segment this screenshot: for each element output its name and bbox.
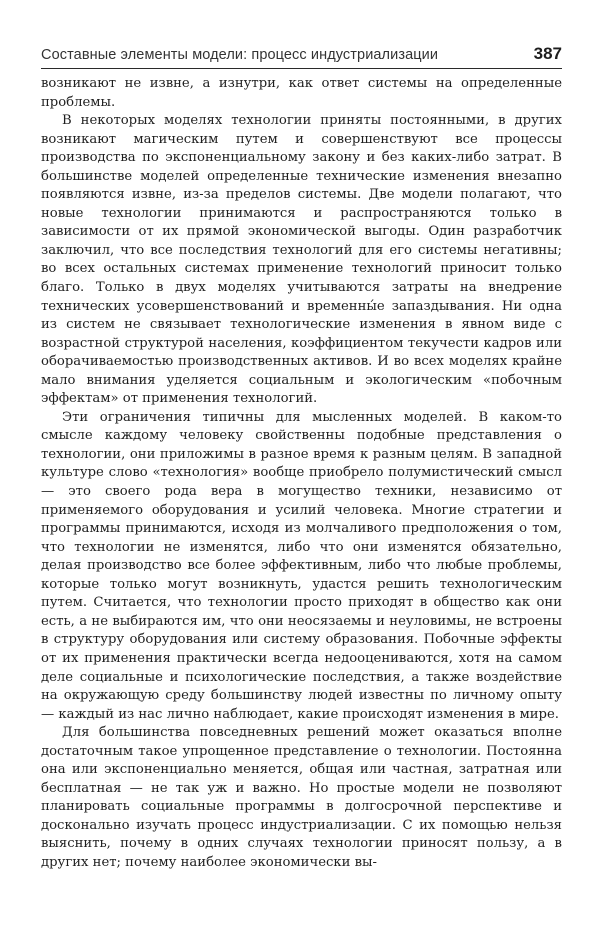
running-header (41, 44, 562, 69)
paragraph-everyday-decisions: Для большинства повседневных решений может оказаться вполне достаточным такое упрощенное представление о технологии. Постоянна она или экспоненциально меняется, общая или частная, затратная или бесплатная — не так уж и важно. Но простые модели не позволяют планировать социальные программы в долгосрочной перспективе и досконально изучать процесс индустриализации. С их помощью нельзя выяснить, почему в одних случаях технологии приносят пользу, а в других нет; почему наиболее экономически вы- (41, 725, 562, 870)
paragraph-mental-models: Эти ограничения типичны для мысленных моделей. В каком-то смысле каждому человеку свойственны подобные представления о технологии, они приложимы в разное время к разным целям. В западной культуре слово «технология» вообще приобрело полумистический смысл — это своего рода вера в могущество техники, независимо от применяемого оборудования и усилий человека. Многие стратегии и программы принимаются, исходя из молчаливого предположения о том, что технологии не изменятся, либо что они изменятся обязательно, делая производство все более эффективным, либо что любые проблемы, которые только могут возникнуть, удастся решить технологическим путем. Считается, что технологии просто приходят в общество как они есть, а не выбираются им, что они неосязаемы и неуловимы, не встроены в структуру оборудования или систему образования. Побочные эффекты от их применения практически всегда недооцениваются, хотя на самом деле социальные и психологические последствия, а также воздействие на окружающую среду большинству людей известны по личному опыту — каждый из нас лично наблюдает, какие происходят изменения в мире. (41, 409, 562, 722)
running-title: Составные элементы модели: процесс индустриализации (41, 47, 439, 63)
body-text (41, 75, 562, 873)
paragraph-technology-in-models: В некоторых моделях технологии приняты постоянными, в других возникают магическим путем и совершенствуют все процессы производства по экспоненциальному закону и без каких-либо затрат. В большинстве моделей определенные технические изменения внезапно появляются извне, из-за пределов системы. Две модели полагают, что новые технологии принимаются и распространяются только в зависимости от их прямой экономической выгоды. Один разработчик заключил, что все последствия технологий для его системы негативны; во всех остальных системах применение технологий приносит только благо. Только в двух моделях учитываются затраты на внедрение технических усовершенствований и временны́е запаздывания. Ни одна из систем не связывает технологические изменения в явном виде с возрастной структурой населения, коэффициентом текучести кадров или оборачиваемостью производственных активов. И во всех моделях крайне мало внимания уделяется социальным и экологическим «побочным эффектам» от применения технологий. (41, 113, 562, 407)
paragraph-continuation: возникают не извне, а изнутри, как ответ системы на определенные проблемы. (41, 76, 562, 110)
book-page (41, 44, 562, 873)
page-number: 387 (533, 44, 562, 63)
